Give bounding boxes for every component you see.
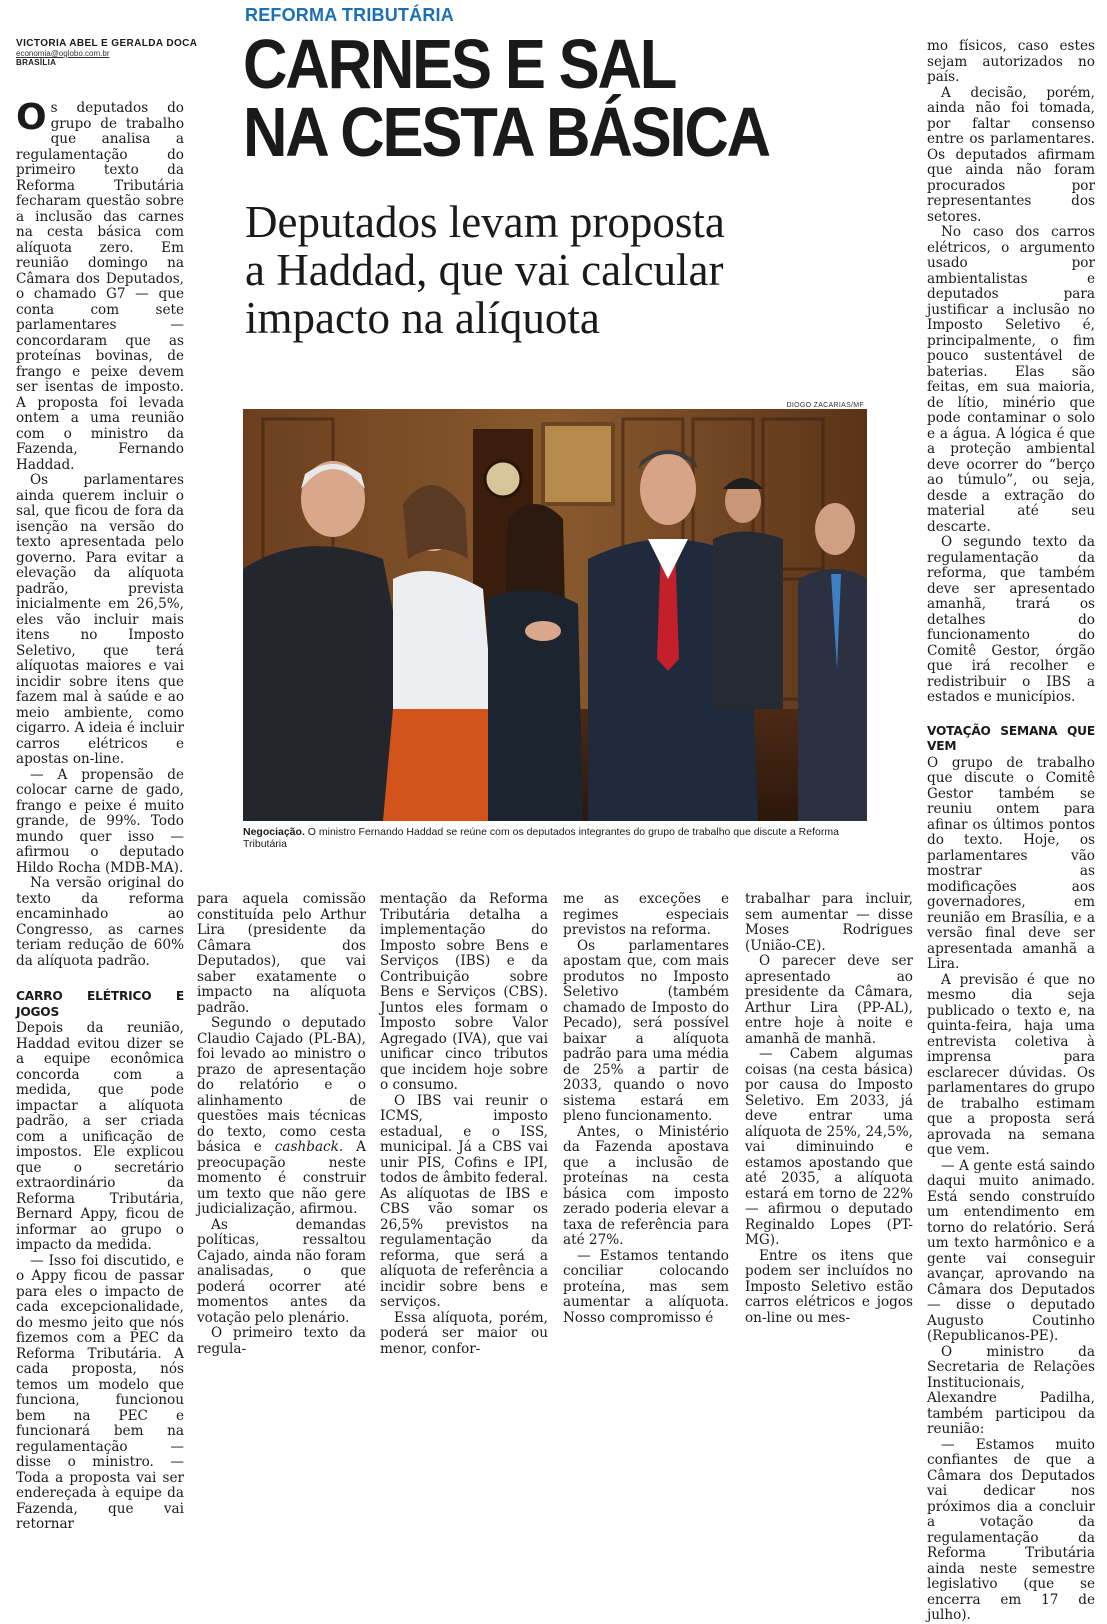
paragraph: O ministro da Secretaria de Relações Institucionais, Alexandre Padilha, também participou da reunião: (927, 1343, 1095, 1437)
paragraph: O primeiro texto da regula- (197, 1325, 366, 1357)
paragraph: Antes, o Ministério da Fazenda apostava que a inclusão de proteínas na cesta básica com imposto zerado poderia elevar a taxa de referência para até 27%. (563, 1123, 729, 1248)
paragraph: Essa alíquota, porém, poderá ser maior ou menor, confor- (380, 1309, 548, 1357)
paragraph: mo físicos, caso estes sejam autorizados no país. (927, 38, 1095, 85)
caption-label: Negociação. (243, 826, 305, 838)
article-column-5 (745, 892, 913, 1326)
paragraph: Os deputados do grupo de trabalho que analisa a regulamentação do primeiro texto da Reforma Tributária fecharam questão sobre a inclusão das carnes na cesta básica com alíquota zero. Em reunião domingo na Câmara dos Deputados, o chamado G7 — que conta com sete parlamentares — concordaram que as proteínas bovinas, de frango e peixe devem ser isentas de imposto. A proposta foi levada ontem a uma reunião com o ministro da Fazenda, Fernando Haddad. (16, 97, 184, 473)
paragraph: No caso dos carros elétricos, o argumento usado por ambientalistas e deputados para justificar a inclusão no Imposto Seletivo é, principalmente, o fim pouco sustentável de baterias. Elas são feitas, em sua maioria, de lítio, minério que pode contaminar o solo e a água. A lógica é que a proteção ambiental deve ocorrer do “berço ao túmulo”, ou seja, desde a extração do material até seu descarte. (927, 224, 1095, 535)
byline-city: BRASÍLIA (16, 58, 57, 67)
photo-credit: DIOGO ZACARIAS/MF (786, 402, 864, 409)
paragraph: Na versão original do texto da reforma encaminhado ao Congresso, as carnes teriam redução de 60% da alíquota padrão. (16, 875, 184, 969)
article-column-4 (563, 892, 729, 1326)
dropcap: O (16, 97, 47, 138)
news-photo (243, 409, 867, 821)
paragraph: me as exceções e regimes especiais previstos na reforma. (563, 891, 729, 938)
paragraph: O parecer deve ser apresentado ao presidente da Câmara, Arthur Lira (PP-AL), entre hoje à noite e amanhã de manhã. (745, 953, 913, 1047)
subheadline-line-3: impacto na alíquota (245, 293, 600, 343)
photo-caption (243, 826, 873, 850)
paragraph: — Cabem algumas coisas (na cesta básica) por causa do Imposto Seletivo. Em 2033, já deve entrar uma alíquota de 25%, 24,5%, vai diminuindo e estamos apostando que até 2035, a alíquota estará em torno de 22% — afirmou o deputado Reginaldo Lopes (PT-MG). (745, 1046, 913, 1248)
paragraph: O grupo de trabalho que discute o Comitê Gestor também se reuniu ontem para afinar os últimos pontos do texto. Hoje, os parlamentares vão mostrar as modificações aos governadores, em reunião em Brasília, e a versão final deve ser apresentada amanhã a Lira. (927, 754, 1095, 972)
article-column-3 (380, 892, 548, 1357)
byline (16, 38, 231, 67)
paragraph: O IBS vai reunir o ICMS, imposto estadual, e o ISS, municipal. Já a CBS vai unir PIS, Cofins e IPI, todos de âmbito federal. As alíquotas de IBS e CBS vão somar os 26,5% previstos na regulamentação da reforma, que será a alíquota de referência a incidir sobre bens e serviços. (380, 1092, 549, 1310)
paragraph: As demandas políticas, ressaltou Cajado, ainda não foram analisadas, o que poderá ocorrer até momentos antes da votação pelo plenário. (197, 1216, 366, 1326)
subheadline (245, 198, 845, 342)
photo-illustration (243, 409, 867, 821)
section-kicker: REFORMA TRIBUTÁRIA (245, 5, 454, 25)
paragraph: Os parlamentares apostam que, com mais produtos no Imposto Seletivo (também chamado de Imposto do Pecado), será possível baixar a alíquota padrão para uma média de 25% a partir de 2033, quando o novo sistema estará em pleno funcionamento. (563, 937, 729, 1124)
paragraph: A previsão é que no mesmo dia seja publicado o texto e, na quinta-feira, haja uma entrevista coletiva à imprensa para esclarecer dúvidas. Os parlamentares do grupo de trabalho estimam que a proposta será aprovada na semana que vem. (927, 971, 1095, 1158)
paragraph: — A gente está saindo daqui muito animado. Está sendo construído um entendimento em torno do relatório. Será um texto harmônico e a gente vai conseguir avançar, aprovando na Câmara dos Deputados — disse o deputado Augusto Coutinho (Republicanos-PE). (927, 1157, 1095, 1344)
paragraph: Os parlamentares ainda querem incluir o sal, que ficou de fora da isenção na versão do texto apresentada pelo governo. Para evitar a elevação da alíquota padrão, prevista inicialmente em 26,5%, eles vão incluir mais itens no Imposto Seletivo, que terá alíquotas maiores e vai incidir sobre itens que fazem mal à saúde e ao meio ambiente, como cigarro. A ideia é incluir carros elétricos e apostas on-line. (16, 472, 184, 767)
paragraph: Depois da reunião, Haddad evitou dizer se a equipe econômica concorda com a medida, que pode impactar a alíquota padrão, a ser criada com a unificação de impostos. Ele explicou que o secretário extraordinário da Reforma Tributária, Bernard Appy, ficou de informar ao grupo o impacto da medida. (16, 1020, 184, 1253)
paragraph: O segundo texto da regulamentação da reforma, que também deve ser apresentado amanhã, trará os detalhes do funcionamento do Comitê Gestor, órgão que irá recolher e redistribuir o IBS a estados e municípios. (927, 534, 1095, 705)
paragraph: trabalhar para incluir, sem aumentar — disse Moses Rodrigues (União-CE). (745, 891, 913, 954)
paragraph: para aquela comissão constituída pelo Arthur Lira (presidente da Câmara dos Deputados), que vai saber exatamente o impacto na alíquota padrão. (197, 891, 366, 1016)
paragraph: — Estamos muito confiantes de que a Câmara dos Deputados vai dedicar nos próximos dia a concluir a votação da regulamentação da Reforma Tributária ainda neste semestre legislativo (que se encerra em 17 de julho). (927, 1436, 1095, 1623)
paragraph: Entre os itens que podem ser incluídos no Imposto Seletivo estão carros elétricos e jogos on-line ou mes- (745, 1247, 913, 1326)
subheadline-line-2: a Haddad, que vai calcular (245, 245, 724, 295)
byline-names: VICTORIA ABEL E GERALDA DOCA (16, 38, 198, 49)
paragraph: Segundo o deputado Claudio Cajado (PL-BA), foi levado ao ministro o prazo de apresentação do relatório e o alinhamento de questões mais técnicas do texto, como cesta básica e cashback. A preocupação neste momento é construir um texto que não gere judicialização, afirmou. (197, 1015, 366, 1217)
headline-line-2: NA CESTA BÁSICA (243, 93, 769, 171)
article-column-1 (16, 97, 184, 1533)
article-column-6 (927, 39, 1095, 1624)
paragraph: mentação da Reforma Tributária detalha a implementação do Imposto sobre Bens e Serviços (IBS) e da Contribuição sobre Bens e Serviços (CBS). Juntos eles formam o Imposto sobre Valor Agregado (IVA), que vai unificar cinco tributos que incidem hoje sobre o consumo. (380, 891, 548, 1093)
byline-email[interactable]: economia@oglobo.com.br (16, 49, 110, 58)
subheading-votacao: VOTAÇÃO SEMANA QUE VEM (927, 723, 1095, 753)
paragraph: A decisão, porém, ainda não foi tomada, por faltar consenso entre os parlamentares. Os deputados afirmam que ainda não foram procurados por representantes dos setores. (927, 84, 1095, 225)
article-column-2 (197, 892, 366, 1357)
headline (243, 25, 841, 171)
subheading-carro-eletrico: CARRO ELÉTRICO E JOGOS (16, 989, 184, 1019)
paragraph: — Estamos tentando conciliar colocando proteína, mas sem aumentar a alíquota. Nosso compromisso é (563, 1247, 729, 1326)
caption-text: O ministro Fernando Haddad se reúne com os deputados integrantes do grupo de trabalho que discute a Reforma Tributária (243, 826, 839, 850)
paragraph: — A propensão de colocar carne de gado, frango e peixe é muito grande, de 99%. Todo mundo quer isso — afirmou o deputado Hildo Rocha (MDB-MA). (16, 766, 184, 876)
paragraph: — Isso foi discutido, e o Appy ficou de passar para eles o impacto de cada excepcionalidade, do mesmo jeito que nós fizemos com a PEC da Reforma Tributária. A cada proposta, nós temos um modelo que funciona, funcionou bem na PEC e funcionará bem na regulamentação — disse o ministro. — Toda a proposta vai ser endereçada à equipe da Fazenda, que vai retornar (16, 1252, 184, 1532)
headline-line-1: CARNES E SAL (243, 25, 676, 103)
subheadline-line-1: Deputados levam proposta (245, 197, 725, 247)
